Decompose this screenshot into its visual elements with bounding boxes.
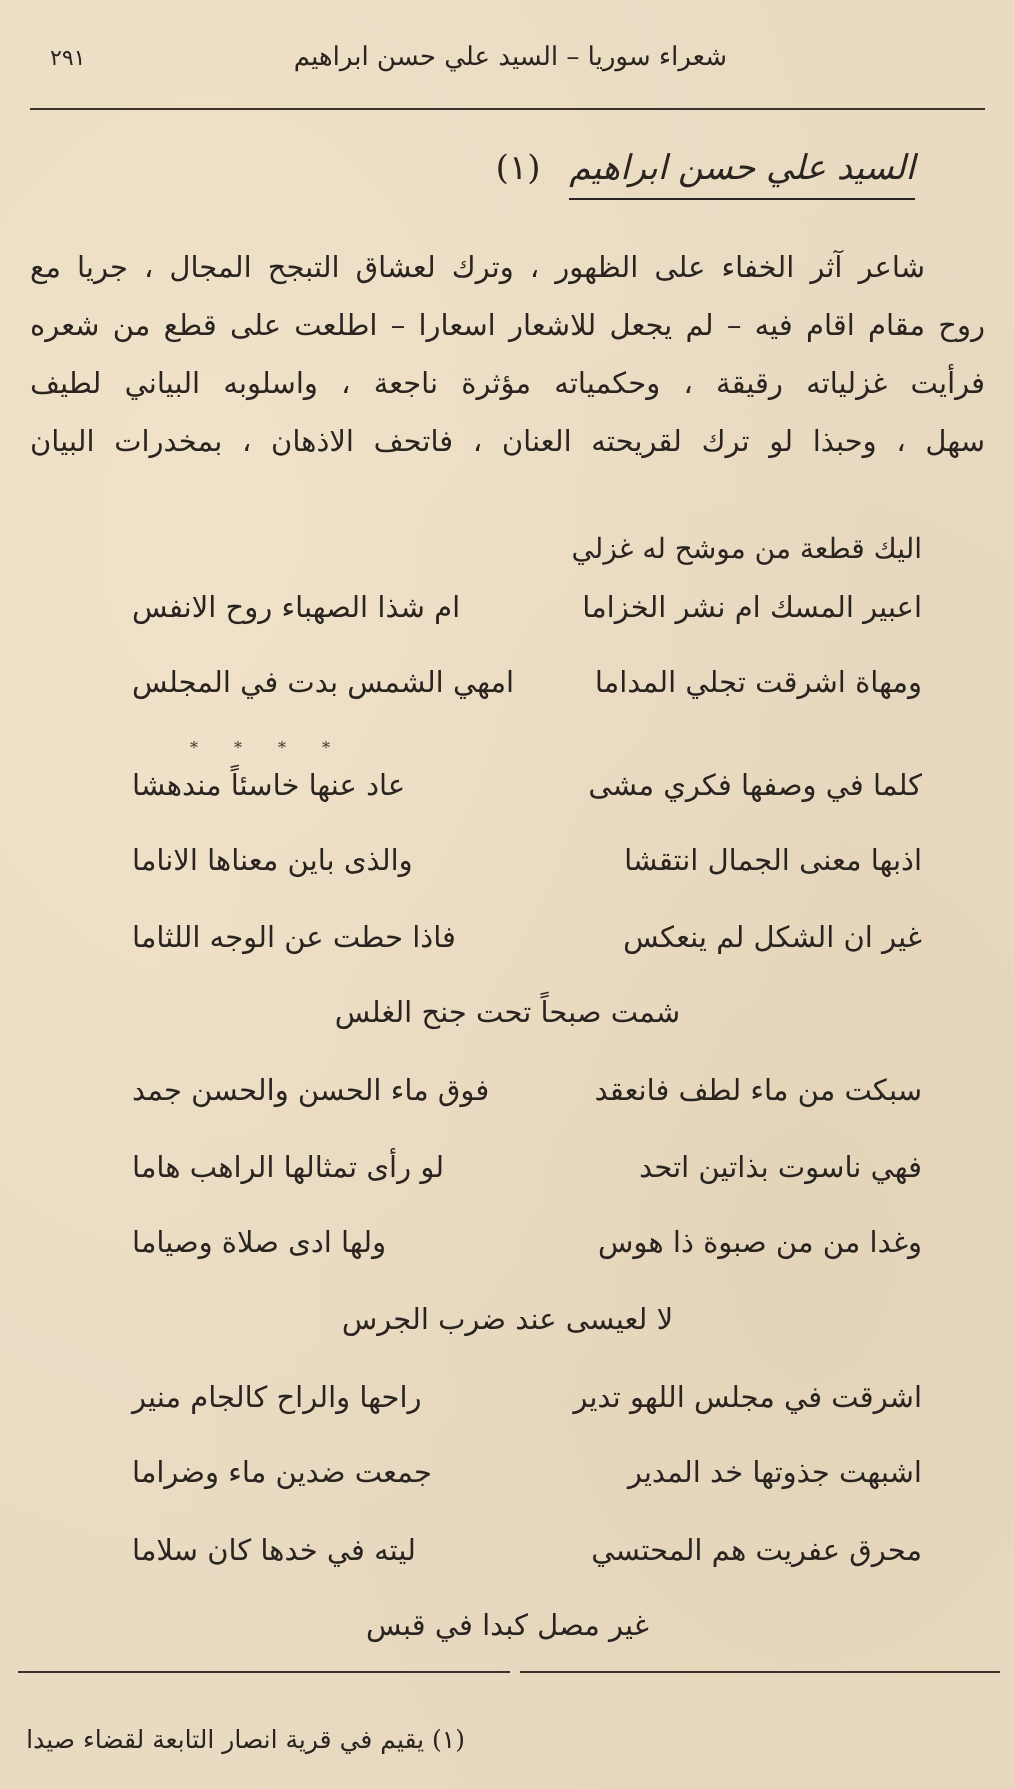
verse-line [132, 920, 922, 978]
verse-line [132, 1073, 922, 1131]
verse-first-hemistich: سبكت من ماء لطف فانعقد [594, 1073, 922, 1107]
verse-first-hemistich: اعبير المسك ام نشر الخزاما [582, 590, 922, 624]
verse-second-hemistich: ام شذا الصهباء روح الانفس [132, 590, 461, 624]
verse-line [132, 1380, 922, 1438]
verse-line [132, 1225, 922, 1283]
footnote-rule [520, 1671, 1000, 1673]
verse-line [132, 1150, 922, 1208]
header-rule [30, 108, 985, 110]
verse-second-hemistich: ولها ادى صلاة وصياما [132, 1225, 387, 1259]
biography-paragraph [30, 238, 985, 470]
verse-second-hemistich: جمعت ضدين ماء وضراما [132, 1455, 432, 1489]
verse-first-hemistich: اشرقت في مجلس اللهو تدير [573, 1380, 922, 1414]
page-number: ٢٩١ [50, 46, 86, 71]
refrain-line: غير مصل كبدا في قبس [366, 1608, 649, 1642]
verse-second-hemistich: فاذا حطت عن الوجه اللثاما [132, 920, 456, 954]
verse-first-hemistich: وغدا من من صبوة ذا هوس [598, 1225, 922, 1259]
verse-second-hemistich: امهي الشمس بدت في المجلس [132, 665, 515, 699]
prose-line: سهل ، وحبذا لو ترك لقريحته العنان ، فاتحف الاذهان ، بمخدرات البيان [30, 424, 985, 458]
stanza-separator [190, 738, 330, 764]
star-icon: * [234, 738, 242, 757]
verse-first-hemistich: غير ان الشكل لم ينعكس [623, 920, 922, 954]
poet-name-heading: السيد علي حسن ابراهيم [569, 148, 915, 200]
star-icon: * [190, 738, 198, 757]
verse-line [132, 1455, 922, 1513]
verse-second-hemistich: فوق ماء الحسن والحسن جمد [132, 1073, 490, 1107]
footnote: (١) يقيم في قرية انصار التابعة لقضاء صيدا [26, 1725, 465, 1754]
verse-second-hemistich: لو رأى تمثالها الراهب هاما [132, 1150, 445, 1184]
verse-first-hemistich: فهي ناسوت بذاتين اتحد [639, 1150, 922, 1184]
verse-line [132, 1533, 922, 1591]
verse-line [132, 843, 922, 901]
verse-line [132, 590, 922, 648]
running-title: شعراء سوريا – السيد علي حسن ابراهيم [293, 42, 727, 72]
refrain-line: شمت صبحاً تحت جنح الغلس [334, 995, 681, 1029]
verse-first-hemistich: اشبهت جذوتها خد المدير [627, 1455, 922, 1489]
section-title [496, 148, 915, 188]
poem-intro: اليك قطعة من موشح له غزلي [571, 532, 922, 565]
verse-first-hemistich: محرق عفريت هم المحتسي [591, 1533, 922, 1567]
prose-line: روح مقام اقام فيه – لم يجعل للاشعار اسعارا – اطلعت على قطع من شعره [30, 308, 985, 342]
footnote-reference: (١) [495, 148, 541, 188]
star-icon: * [278, 738, 286, 757]
footnote-rule [18, 1671, 510, 1673]
running-head [30, 42, 985, 92]
verse-second-hemistich: والذى باين معناها الاناما [132, 843, 413, 877]
verse-second-hemistich: عاد عنها خاسئاً مندهشا [132, 768, 406, 802]
verse-second-hemistich: ليته في خدها كان سلاما [132, 1533, 416, 1567]
verse-line [132, 665, 922, 723]
verse-line [132, 768, 922, 826]
verse-second-hemistich: راحها والراح كالجام منير [132, 1380, 422, 1414]
verse-first-hemistich: كلما في وصفها فكري مشى [588, 768, 922, 802]
verse-first-hemistich: اذبها معنى الجمال انتقشا [624, 843, 922, 877]
prose-line: فرأيت غزلياته رقيقة ، وحكمياته مؤثرة ناجعة ، واسلوبه البياني لطيف [30, 366, 985, 400]
prose-line: شاعر آثر الخفاء على الظهور ، وترك لعشاق التبجح المجال ، جريا مع [30, 250, 925, 284]
refrain-line: لا لعيسى عند ضرب الجرس [341, 1302, 674, 1336]
verse-first-hemistich: ومهاة اشرقت تجلي المداما [594, 665, 922, 699]
star-icon: * [322, 738, 330, 757]
